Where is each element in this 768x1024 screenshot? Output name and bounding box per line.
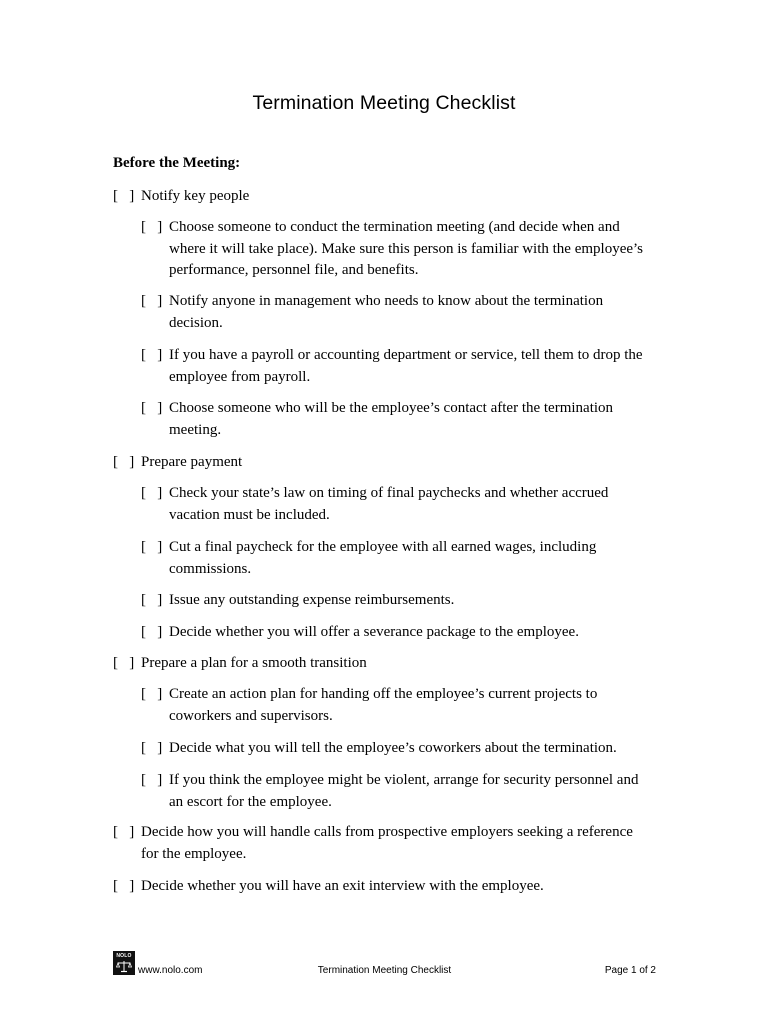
checklist-subitem: [141, 770, 653, 813]
checklist-item-text: Issue any outstanding expense reimbursements.: [169, 592, 455, 608]
checklist-item-text: Decide whether you will have an exit interview with the employee.: [141, 878, 544, 894]
logo-wordmark: NOLO: [116, 953, 132, 959]
checklist-item-text: Decide whether you will offer a severance package to the employee.: [169, 624, 579, 640]
checkbox[interactable]: [ ]: [113, 655, 135, 671]
checklist-subitem: [141, 537, 653, 580]
checklist-item-text: Create an action plan for handing off the employee’s current projects to coworkers and supervisors.: [169, 686, 598, 724]
checklist-item-text: Prepare a plan for a smooth transition: [141, 655, 367, 671]
checklist-item: [113, 876, 653, 898]
checkbox[interactable]: [ ]: [141, 592, 163, 608]
checklist-item-text: Prepare payment: [141, 454, 243, 470]
checklist-item-text: Choose someone who will be the employee’s contact after the termination meeting.: [169, 400, 614, 438]
section-heading: Before the Meeting:: [113, 155, 241, 171]
checklist-item-text: Choose someone to conduct the termination meeting (and decide when and where it will take place). Make sure this person is familiar with the employee’s performance, personnel file, and benefits.: [169, 219, 644, 279]
footer-document-title: Termination Meeting Checklist: [317, 965, 452, 976]
checklist-subitem: [141, 291, 653, 334]
checkbox[interactable]: [ ]: [141, 624, 163, 640]
checklist-item-text: Decide what you will tell the employee’s coworkers about the termination.: [169, 740, 617, 756]
checkbox[interactable]: [ ]: [141, 293, 163, 309]
checkbox[interactable]: [ ]: [141, 686, 163, 702]
checklist-item: [113, 653, 653, 675]
checklist-item: [113, 452, 653, 474]
checkbox[interactable]: [ ]: [113, 188, 135, 204]
checklist-subitem: [141, 590, 653, 612]
footer-website-link[interactable]: www.nolo.com: [138, 965, 203, 976]
checklist-item-text: If you think the employee might be violent, arrange for security personnel and an escort for the employee.: [169, 772, 639, 810]
checklist-subitem: [141, 622, 653, 644]
checklist-subitem: [141, 684, 653, 727]
checkbox[interactable]: [ ]: [141, 219, 163, 235]
checklist-subitem: [141, 483, 653, 526]
page-footer: [113, 951, 656, 977]
checkbox[interactable]: [ ]: [141, 485, 163, 501]
checklist-item: [113, 186, 653, 208]
checklist-item-text: Decide how you will handle calls from prospective employers seeking a reference for the employee.: [141, 824, 633, 862]
checklist-subitem: [141, 217, 653, 282]
checklist-item-text: Cut a final paycheck for the employee with all earned wages, including commissions.: [169, 539, 597, 577]
checklist-item: [113, 822, 653, 865]
checkbox[interactable]: [ ]: [141, 347, 163, 363]
checkbox[interactable]: [ ]: [141, 772, 163, 788]
checklist-item-text: Notify anyone in management who needs to know about the termination decision.: [169, 293, 604, 331]
checkbox[interactable]: [ ]: [113, 824, 135, 840]
checklist-subitem: [141, 345, 653, 388]
checkbox[interactable]: [ ]: [141, 539, 163, 555]
checkbox[interactable]: [ ]: [113, 878, 135, 894]
checkbox[interactable]: [ ]: [141, 400, 163, 416]
checklist-subitem: [141, 738, 653, 760]
checklist-item-text: Notify key people: [141, 188, 250, 204]
page-number: Page 1 of 2: [604, 965, 656, 976]
checklist-subitem: [141, 398, 653, 441]
checklist-item-text: Check your state’s law on timing of final paychecks and whether accrued vacation must be included.: [169, 485, 609, 523]
checkbox[interactable]: [ ]: [141, 740, 163, 756]
checklist-item-text: If you have a payroll or accounting department or service, tell them to drop the employee from payroll.: [169, 347, 643, 385]
checkbox[interactable]: [ ]: [113, 454, 135, 470]
document-title: Termination Meeting Checklist: [252, 92, 516, 114]
